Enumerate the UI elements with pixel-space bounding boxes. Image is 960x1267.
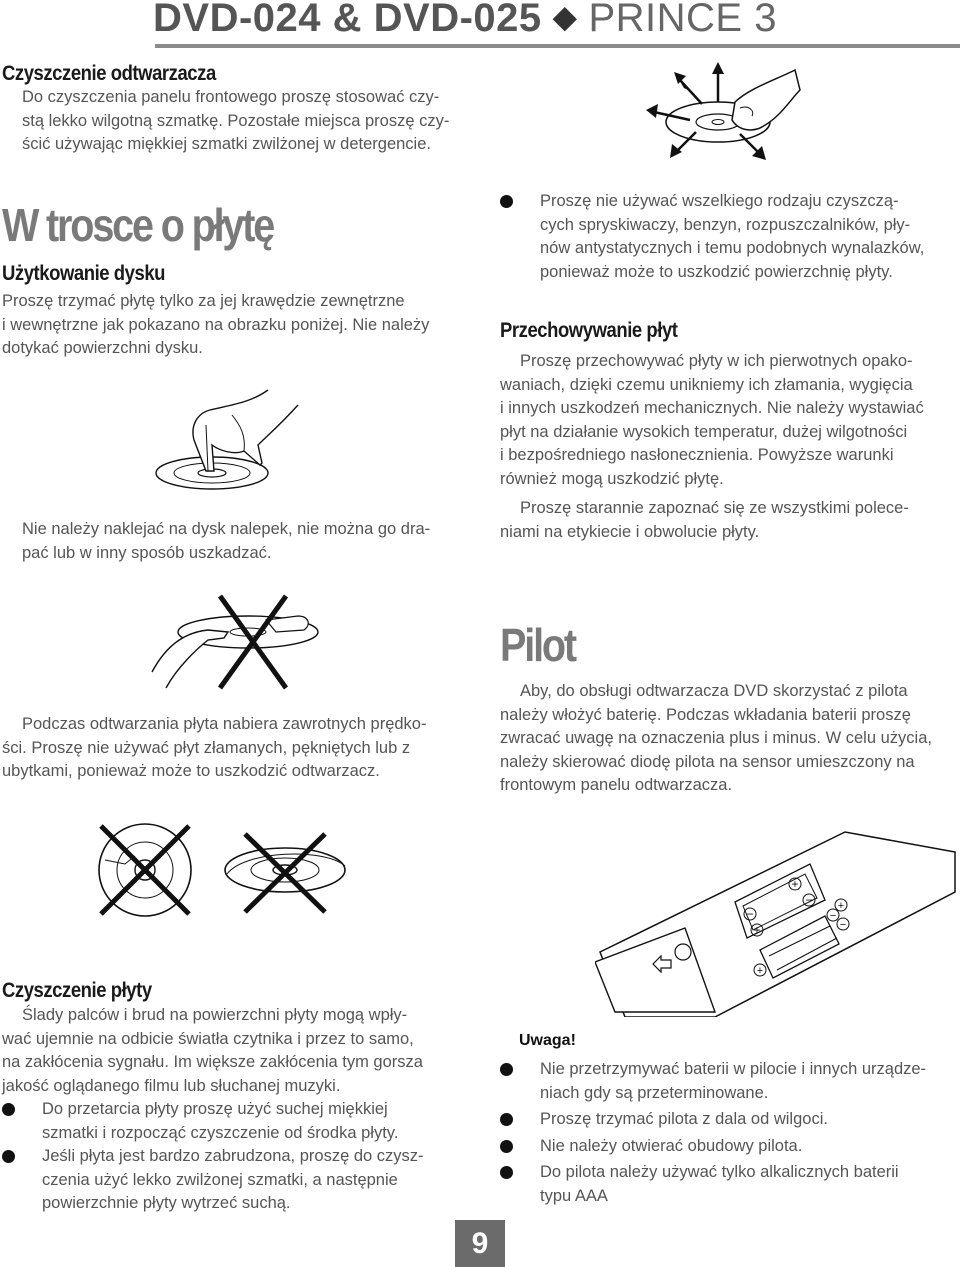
text-line: Proszę przechowywać płyty w ich pierwotnych opako- [520, 352, 913, 370]
cleaning-player-heading: Czyszczenie odtwarzacza [2, 62, 216, 85]
text-line: i bezpośredniego nasłonecznienia. Powyższe warunki [500, 446, 894, 464]
bullet-icon [2, 1150, 15, 1163]
bullet-line: ponieważ może to uszkodzić powierzchnię płyty. [540, 262, 893, 281]
battery-minus-label: − [829, 910, 837, 922]
storage-heading: Przechowywanie płyt [500, 319, 678, 342]
text-line: Ślady palców i brud na powierzchni płyty mogą wpły- [22, 1006, 408, 1024]
text-line: Podczas odtwarzania płyta nabiera zawrotnych prędko- [22, 715, 427, 733]
battery-plus-label: + [756, 965, 764, 977]
cleaning-player-text [22, 86, 462, 157]
text-line: Proszę starannie zapoznać się ze wszystkimi polece- [520, 499, 909, 517]
cleaning-disc-text [2, 1004, 472, 1098]
storage-text [500, 350, 960, 544]
text-line: dotykać powierzchni dysku. [2, 339, 203, 357]
speed-warning-text [2, 713, 472, 784]
bullet-line: czenia użyć lekko zwilżonej szmatki, a następnie [42, 1170, 398, 1189]
sticker-warning-text [22, 518, 472, 565]
cleaning-disc-bullets [2, 1098, 472, 1216]
bullet-line: typu AAA [540, 1186, 608, 1205]
text-line: również mogą uszkodzić płytę. [500, 469, 724, 488]
disc-usage-text [2, 290, 472, 361]
text-line: jakość oglądanego filmu lub słuchanej muzyki. [2, 1076, 341, 1095]
text-line: i innych uszkodzeń mechanicznych. Nie należy wystawiać [500, 399, 924, 417]
disc-usage-heading: Użytkowanie dysku [2, 262, 166, 285]
hand-holding-disc-illustration [150, 385, 310, 495]
battery-minus-label: − [839, 919, 847, 931]
bullet-icon [500, 1140, 513, 1153]
bullet-line: Do przetarcia płyty proszę użyć suchej miękkiej [42, 1100, 388, 1118]
list-item [500, 1135, 960, 1159]
chemicals-warning [500, 190, 960, 284]
no-sticker-illustration [148, 592, 328, 692]
header-separator: ◆ [553, 1, 577, 34]
text-line: Proszę trzymać płytę tylko za jej krawędzie zewnętrzne [2, 292, 405, 310]
text-line: pać lub w inny sposób uszkadzać. [22, 543, 272, 562]
header-series: PRINCE 3 [588, 0, 777, 40]
header-models: DVD-024 & DVD-025 [153, 0, 542, 40]
text-line: ścić używając miękkiej szmatki zwilżonej w detergencie. [22, 135, 431, 153]
bullet-line: Nie przetrzymywać baterii w pilocie i innych urządze- [540, 1060, 927, 1078]
disc-cleaning-illustration [640, 60, 820, 165]
text-line: płyt na działanie wysokich temperatur, dużej wilgotności [500, 422, 908, 441]
list-item [500, 190, 960, 284]
page-number: 9 [471, 1227, 489, 1260]
list-item [2, 1145, 472, 1216]
disc-care-title: W trosce o płytę [2, 199, 274, 251]
bullet-line: Do pilota należy używać tylko alkalicznych baterii [540, 1163, 899, 1181]
bullet-icon [500, 195, 513, 208]
text-line: ści. Proszę nie używać płyt złamanych, pękniętych lub z [2, 738, 411, 757]
page-number-tab [455, 1220, 505, 1267]
text-line: niami na etykiecie i obwolucie płyty. [500, 522, 760, 541]
list-item [2, 1098, 472, 1145]
bullet-line: niach gdy są przeterminowane. [540, 1083, 769, 1102]
remote-text [500, 680, 960, 798]
battery-minus-label: − [805, 893, 813, 907]
text-line: Nie należy naklejać na dysk nalepek, nie można go dra- [22, 520, 431, 538]
text-line: Do czyszczenia panelu frontowego proszę stosować czy- [22, 88, 440, 106]
bullet-line: Proszę trzymać pilota z dala od wilgoci. [540, 1110, 828, 1128]
text-line: Aby, do obsługi odtwarzacza DVD skorzystać z pilota [520, 682, 908, 700]
battery-plus-label: + [837, 900, 845, 912]
bullet-line: szmatki i rozpocząć czyszczenie od środka płyty. [42, 1123, 399, 1142]
text-line: waniach, dzięki czemu unikniemy ich złamania, wygięcia [500, 375, 913, 394]
text-line: frontowym panelu odtwarzacza. [500, 776, 733, 794]
broken-disc-illustration [95, 820, 350, 920]
bullet-line: powierzchnie płyty wytrzeć suchą. [42, 1194, 291, 1212]
list-item [500, 1108, 960, 1132]
note-bullets [500, 1058, 960, 1208]
remote-title: Pilot [500, 619, 575, 671]
list-item [500, 1161, 960, 1208]
bullet-icon [2, 1103, 15, 1116]
bullet-line: Proszę nie używać wszelkiego rodzaju czyszczą- [540, 192, 899, 210]
bullet-line: Jeśli płyta jest bardzo zabrudzona, proszę do czysz- [42, 1147, 424, 1165]
page-header-title [153, 0, 777, 41]
note-heading: Uwaga! [519, 1032, 576, 1049]
text-line: i wewnętrzne jak pokazano na obrazku poniżej. Nie należy [2, 315, 430, 334]
text-line: na zakłócenia sygnału. Im większe zakłócenia tym gorsza [2, 1053, 423, 1071]
text-line: ubytkami, ponieważ może to uszkodzić odtwarzacz. [2, 762, 380, 780]
header-rule [155, 44, 960, 48]
bullet-icon [500, 1063, 513, 1076]
bullet-line: cych spryskiwaczy, benzyn, rozpuszczalników, pły- [540, 215, 911, 234]
text-line: wać ujemnie na odbicie światła czytnika i przez to samo, [2, 1029, 414, 1048]
text-line: należy włożyć baterię. Podczas wkładania baterii proszę [500, 705, 911, 724]
battery-plus-label: + [791, 877, 799, 891]
bullet-line: Nie należy otwierać obudowy pilota. [540, 1136, 803, 1155]
text-line: stą lekko wilgotną szmatkę. Pozostałe miejsca proszę czy- [22, 111, 450, 130]
cleaning-disc-heading: Czyszczenie płyty [2, 979, 152, 1002]
bullet-line: nów antystatycznych i temu podobnych wynalazków, [540, 239, 925, 257]
text-line: należy skierować diodę pilota na sensor umieszczony na [500, 752, 915, 771]
remote-battery-illustration [595, 812, 960, 1017]
list-item [500, 1058, 960, 1105]
text-line: zwracać uwagę na oznaczenia plus i minus. W celu użycia, [500, 729, 932, 747]
bullet-icon [500, 1166, 513, 1179]
battery-minus-label: − [746, 907, 754, 921]
battery-plus-label: + [753, 923, 761, 937]
bullet-icon [500, 1113, 513, 1126]
